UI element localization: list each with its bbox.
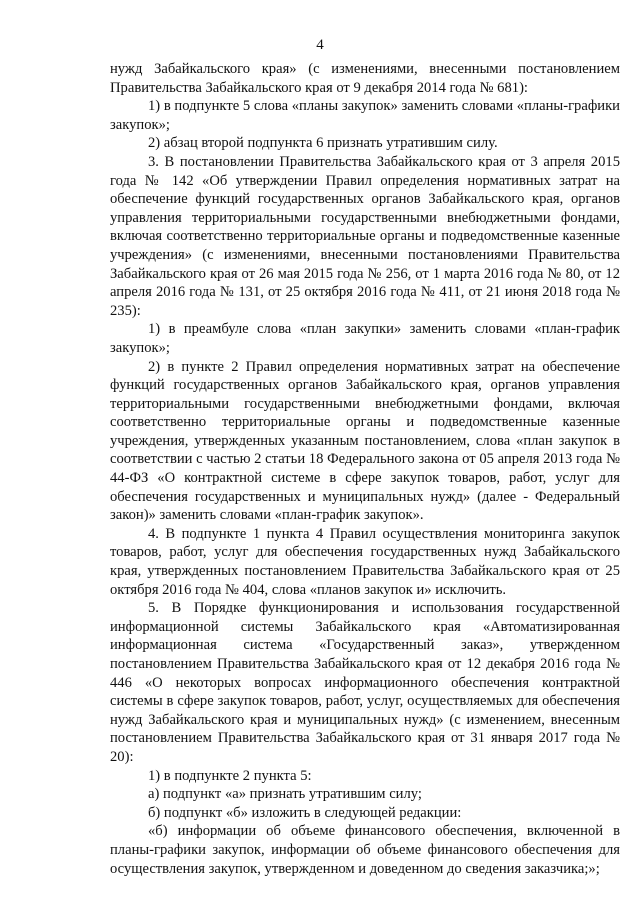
paragraph-section-3-item-1: 1) в преамбуле слова «план закупки» заменить словами «план-график закупок»; xyxy=(110,321,620,356)
paragraph-section-3-item-2: 2) в пункте 2 Правил определения нормативных затрат на обеспечение функций государственных органов Забайкальского края, органов управления территориальными государственными внебюджетными фондами, включая соответственно территориальные органы и подведомственные казенные учреждения, утвержденных указанным постановлением, слова «план закупок в соответствии с частью 2 статьи 18 Федерального закона от 05 апреля 2013 года № 44-ФЗ «О контрактной системе в сфере закупок товаров, работ, услуг для обеспечения государственных и муниципальных нужд» (далее - Федеральный закон)» заменить словами «план-график закупок». xyxy=(110,358,620,524)
paragraph-section-4: 4. В подпункте 1 пункта 4 Правил осуществления мониторинга закупок товаров, работ, услуг для обеспечения государственных нужд Забайкальского края, утвержденных постановлением Правительства Забайкальского края от 25 октября 2016 года № 404, слова «планов закупок и» исключить. xyxy=(110,525,620,598)
paragraph-continuation: нужд Забайкальского края» (с изменениями, внесенными постановлением Правительства Забайкальского края от 9 декабря 2014 года № 681): xyxy=(110,61,620,96)
paragraph-section-5-item-1: 1) в подпункте 2 пункта 5: xyxy=(148,767,312,784)
page-number: 4 xyxy=(316,37,324,53)
paragraph-subitem-a: а) подпункт «а» признать утратившим силу; xyxy=(148,786,422,803)
paragraph-item-1: 1) в подпункте 5 слова «планы закупок» заменить словами «планы-графики закупок»; xyxy=(110,98,620,133)
paragraph-section-3: 3. В постановлении Правительства Забайкальского края от 3 апреля 2015 года № 142 «Об утверждении Правил определения нормативных затрат на обеспечение функций государственных органов Забайкальского края, органов управления территориальными государственными внебюджетными фондами, включая соответственно территориальные органы и подведомственные казенные учреждения» (с изменениями, внесенными постановлениями Правительства Забайкальского края от 26 мая 2015 года № 256, от 1 марта 2016 года № 80, от 12 апреля 2016 года № 131, от 25 октября 2016 года № 411, от 21 июня 2018 года № 235): xyxy=(110,153,620,319)
paragraph-section-5: 5. В Порядке функционирования и использования государственной информационной системы Забайкальского края «Автоматизированная информационная система «Государственный заказ», утвержденном постановлением Правительства Забайкальского края от 12 декабря 2016 года № 446 «О некоторых вопросах информационного обеспечения контрактной системы в сфере закупок товаров, работ, услуг, осуществляемых для обеспечения нужд Забайкальского края и муниципальных нужд» (с изменением, внесенным постановлением Правительства Забайкальского края от 31 января 2017 года № 20): xyxy=(110,600,620,765)
document-body xyxy=(110,60,620,878)
paragraph-new-wording: «б) информации об объеме финансового обеспечения, включенной в планы-графики закупок, информации об объеме финансового обеспечения для осуществления закупок, утвержденном и доведенном до сведения заказчика;»; xyxy=(110,823,620,877)
paragraph-subitem-b: б) подпункт «б» изложить в следующей редакции: xyxy=(148,804,462,821)
paragraph-item-2: 2) абзац второй подпункта 6 признать утратившим силу. xyxy=(148,135,498,152)
